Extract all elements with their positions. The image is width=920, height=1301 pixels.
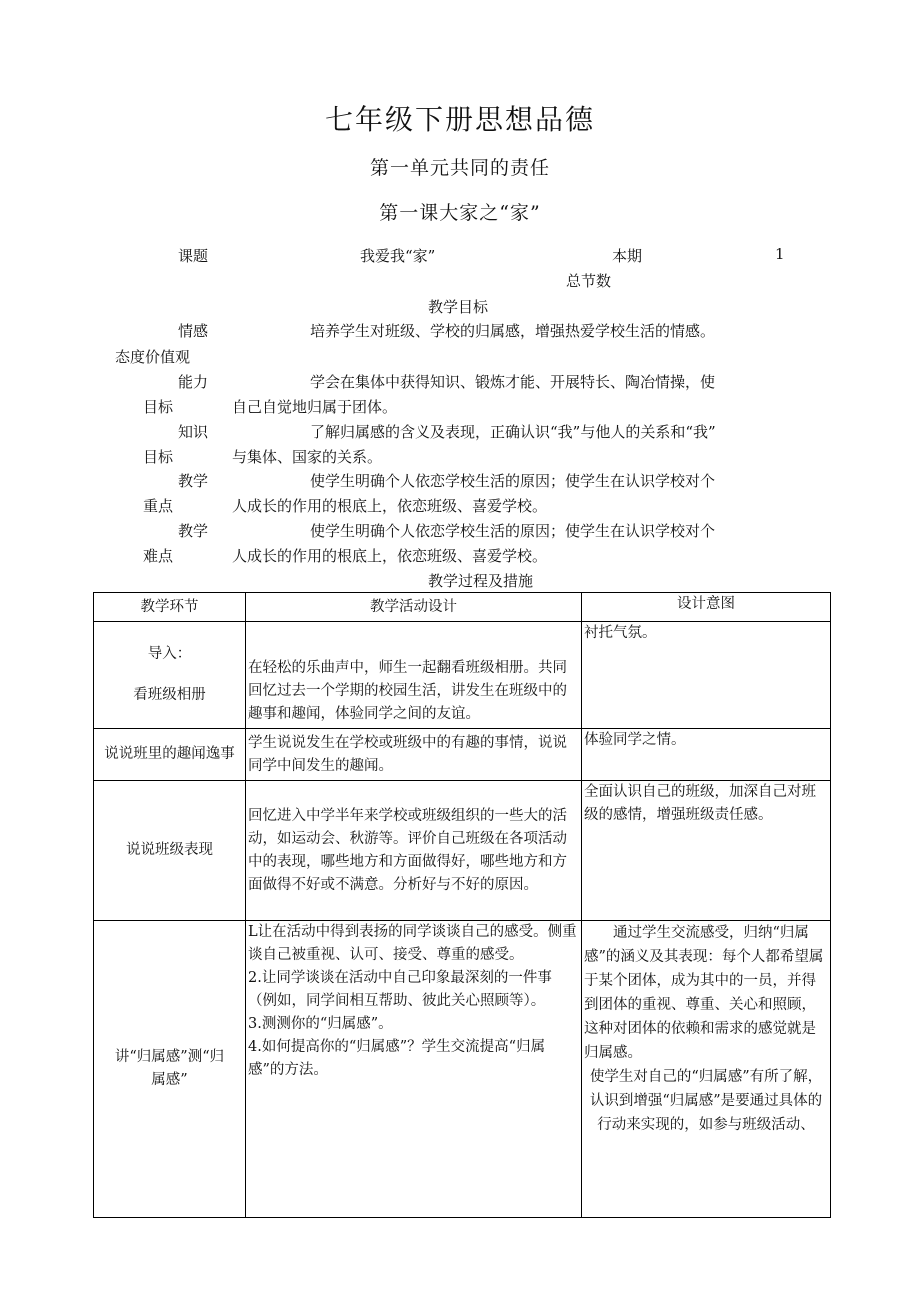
intent-paragraph: 使学生对自己的“归属感”有所了解，认识到增强“归属感”是要通过具体的行动来实现的，如参与班级活动、 xyxy=(589,1069,823,1133)
process-heading: 教学过程及措施 xyxy=(428,572,534,590)
knowledge-text-1: 了解归属感的含义及表现，正确认识“我”与他人的关系和“我” xyxy=(310,423,716,441)
objectives-heading: 教学目标 xyxy=(428,298,489,316)
knowledge-text-2: 与集体、国家的关系。 xyxy=(232,448,383,466)
intent-cell: 体验同学之情。 xyxy=(582,729,831,781)
activity-cell: 在轻松的乐曲声中，师生一起翻看班级相册。共同回忆过去一个学期的校园生活，讲发生在班级中的趣事和趣闻，体验同学之间的友谊。 xyxy=(246,622,582,729)
stage-text: 看班级相册 xyxy=(133,687,206,703)
knowledge-label: 知识 xyxy=(178,423,209,441)
difficulty-label-2: 难点 xyxy=(143,547,174,565)
column-header-activity: 教学活动设计 xyxy=(246,593,582,622)
stage-cell xyxy=(94,622,246,729)
column-header-stage: 教学环节 xyxy=(94,593,246,622)
difficulty-text-2: 人成长的作用的根底上，依恋班级、喜爱学校。 xyxy=(232,547,548,565)
emotion-text: 培养学生对班级、学校的归属感，增强热爱学校生活的情感。 xyxy=(310,322,716,340)
activity-item: L让在活动中得到表扬的同学谈谈自己的感受。侧重谈自己被重视、认可、接受、尊重的感受。 xyxy=(248,924,577,963)
intent-cell: 全面认识自己的班级，加深自己对班级的感情，增强班级责任感。 xyxy=(582,781,831,921)
period-label: 本期 xyxy=(612,247,643,265)
topic-label: 课题 xyxy=(178,247,209,265)
knowledge-label-2: 目标 xyxy=(143,448,174,466)
intent-cell xyxy=(582,921,831,1218)
stage-cell: 讲“归属感”测“归属感” xyxy=(94,921,246,1218)
table-header-row xyxy=(94,593,831,622)
stage-cell: 说说班级表现 xyxy=(94,781,246,921)
period-value: 1 xyxy=(775,245,785,263)
topic-value: 我爱我“家” xyxy=(360,247,436,265)
table-row xyxy=(94,921,831,1218)
intent-paragraph: 通过学生交流感受，归纳“归属感”的涵义及其表现：每个人都希望属于某个团体，成为其中的一员，并得到团体的重视、尊重、关心和照顾，这种对团体的依赖和需求的感觉就是归属感。 xyxy=(584,925,824,1061)
column-header-intent: 设计意图 xyxy=(582,593,831,622)
key-point-label: 教学 xyxy=(178,472,209,490)
key-point-text-2: 人成长的作用的根底上，依恋班级、喜爱学校。 xyxy=(232,497,548,515)
activity-item: 4.如何提高你的“归属感”？学生交流提高“归属感”的方法。 xyxy=(248,1039,546,1078)
process-table xyxy=(93,592,831,1218)
difficulty-label: 教学 xyxy=(178,522,209,540)
emotion-label-2: 态度价值观 xyxy=(115,348,191,366)
main-title: 七年级下册思想品德 xyxy=(324,103,595,136)
period-label-2: 总节数 xyxy=(566,272,612,290)
table-row xyxy=(94,729,831,781)
ability-label: 能力 xyxy=(178,373,209,391)
activity-cell xyxy=(246,921,582,1218)
unit-title: 第一单元共同的责任 xyxy=(369,157,550,179)
key-point-label-2: 重点 xyxy=(143,497,174,515)
activity-item: 2.让同学谈谈在活动中自己印象最深刻的一件事（例如，同学间相互帮助、彼此关心照顾等）。 xyxy=(248,970,552,1009)
ability-label-2: 目标 xyxy=(143,398,174,416)
stage-text: 导入： xyxy=(147,646,192,662)
emotion-label: 情感 xyxy=(178,322,209,340)
stage-cell: 说说班里的趣闻逸事 xyxy=(94,729,246,781)
table-row xyxy=(94,781,831,921)
ability-text-1: 学会在集体中获得知识、锻炼才能、开展特长、陶冶情操，使 xyxy=(310,373,716,391)
table-row xyxy=(94,622,831,729)
key-point-text-1: 使学生明确个人依恋学校生活的原因；使学生在认识学校对个 xyxy=(310,472,716,490)
lesson-title: 第一课大家之“家” xyxy=(379,202,541,224)
ability-text-2: 自己自觉地归属于团体。 xyxy=(232,398,398,416)
activity-item: 3.测测你的“归属感”。 xyxy=(248,1016,393,1032)
intent-cell: 衬托气氛。 xyxy=(582,622,831,729)
difficulty-text-1: 使学生明确个人依恋学校生活的原因；使学生在认识学校对个 xyxy=(310,522,716,540)
activity-cell: 学生说说发生在学校或班级中的有趣的事情，说说同学中间发生的趣闻。 xyxy=(246,729,582,781)
activity-cell: 回忆进入中学半年来学校或班级组织的一些大的活动，如运动会、秋游等。评价自己班级在各项活动中的表现，哪些地方和方面做得好，哪些地方和方面做得不好或不满意。分析好与不好的原因。 xyxy=(246,781,582,921)
